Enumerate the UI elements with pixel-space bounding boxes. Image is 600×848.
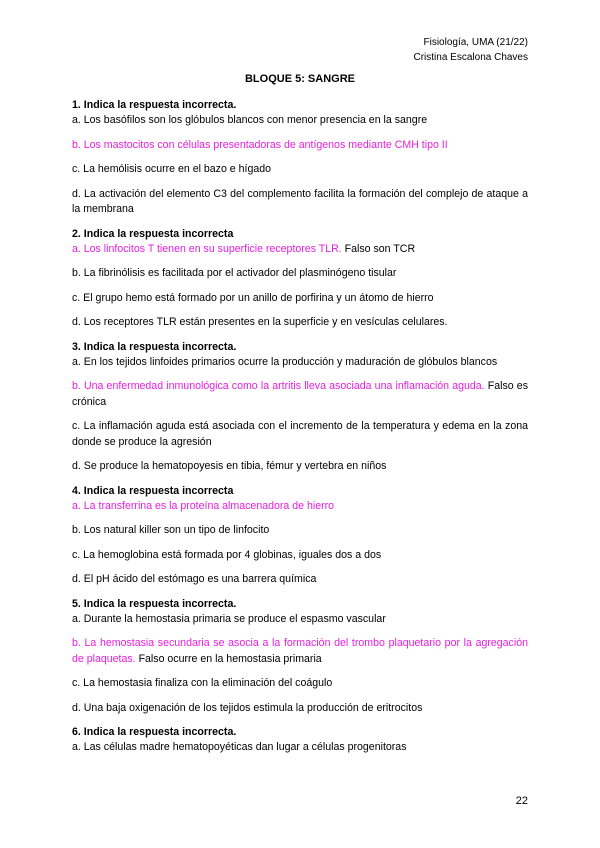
question-title: 6. Indica la respuesta incorrecta. (72, 726, 237, 738)
answer-option (72, 419, 528, 450)
answer-text: d. La activación del elemento C3 del complemento facilita la formación del complejo de ataque a la membrana (72, 187, 528, 215)
answer-text: c. La hemoglobina está formada por 4 globinas, iguales dos a dos (72, 548, 382, 561)
answer-text: c. El grupo hemo está formado por un anillo de porfirina y un átomo de hierro (72, 291, 434, 304)
answer-note: Falso ocurre en la hemostasia primaria (135, 652, 322, 665)
answer-option (72, 572, 528, 588)
answer-text: a. Los basófilos son los glóbulos blancos con menor presencia en la sangre (72, 114, 428, 126)
answer-option (72, 379, 528, 410)
answer-option (72, 459, 528, 475)
answer-text: c. La hemostasia finaliza con la eliminación del coágulo (72, 677, 333, 689)
answer-option (72, 355, 528, 371)
answer-option (72, 740, 528, 756)
answer-option (72, 291, 528, 307)
answer-text: c. La hemólisis ocurre en el bazo e hígado (72, 163, 272, 175)
answer-note: Falso es crónica (72, 380, 528, 408)
answer-option (72, 187, 528, 218)
page-number: 22 (515, 795, 528, 807)
question-4 (72, 484, 528, 588)
answer-text: a. Durante la hemostasia primaria se produce el espasmo vascular (72, 612, 386, 625)
highlighted-answer: a. La transferrina es la proteína almacenadora de hierro (72, 499, 335, 512)
answer-option (72, 113, 528, 129)
answer-text: c. La inflamación aguda está asociada con el incremento de la temperatura y edema en la zona donde se produce la agresión (72, 420, 528, 448)
question-title: 3. Indica la respuesta incorrecta. (72, 340, 237, 353)
answer-option (72, 612, 528, 628)
question-1 (72, 98, 528, 218)
answer-text: d. El pH ácido del estómago es una barrera química (72, 573, 317, 585)
question-title: 1. Indica la respuesta incorrecta. (72, 99, 237, 111)
header-author: Cristina Escalona Chaves (413, 52, 528, 63)
answer-text: d. Una baja oxigenación de los tejidos estimula la producción de eritrocitos (72, 701, 423, 714)
answer-option (72, 701, 528, 717)
page-header (414, 35, 529, 65)
highlighted-answer: b. Una enfermedad inmunológica como la artritis lleva asociada una inflamación aguda. (72, 380, 485, 392)
answer-option (72, 548, 528, 564)
question-6 (72, 725, 528, 756)
header-course: Fisiología, UMA (21/22) (423, 37, 528, 48)
highlighted-answer: b. La hemostasia secundaria se asocia a la formación del trombo plaquetario por la agregación de plaquetas. (72, 637, 528, 665)
question-title: 4. Indica la respuesta incorrecta (72, 484, 234, 497)
answer-option (72, 315, 528, 331)
answer-option (72, 676, 528, 692)
highlighted-answer: a. Los linfocitos T tienen en su superficie receptores TLR. (72, 242, 342, 255)
question-3 (72, 340, 528, 475)
question-list (72, 98, 528, 765)
highlighted-answer: b. Los mastocitos con células presentadoras de antígenos mediante CMH tipo II (72, 138, 448, 151)
question-5 (72, 597, 528, 717)
answer-option (72, 499, 528, 515)
answer-text: b. Los natural killer son un tipo de linfocito (72, 524, 270, 536)
answer-text: d. Los receptores TLR están presentes en la superficie y en vesículas celulares. (72, 316, 448, 328)
block-title: BLOQUE 5: SANGRE (244, 73, 355, 85)
question-title: 5. Indica la respuesta incorrecta. (72, 597, 237, 610)
answer-text: a. En los tejidos linfoides primarios ocurre la producción y maduración de glóbulos blancos (72, 355, 498, 368)
answer-option (72, 162, 528, 178)
answer-option (72, 138, 528, 154)
answer-option (72, 242, 528, 258)
answer-note: Falso son TCR (341, 242, 416, 255)
answer-text: d. Se produce la hematopoyesis en tibia, fémur y vertebra en niños (72, 460, 387, 472)
answer-text: a. Las células madre hematopoyéticas dan lugar a células progenitoras (72, 741, 407, 753)
answer-option (72, 636, 528, 667)
answer-option (72, 266, 528, 282)
answer-option (72, 523, 528, 539)
question-title: 2. Indica la respuesta incorrecta (72, 227, 234, 240)
answer-text: b. La fibrinólisis es facilitada por el activador del plasminógeno tisular (72, 267, 397, 279)
question-2 (72, 227, 528, 331)
